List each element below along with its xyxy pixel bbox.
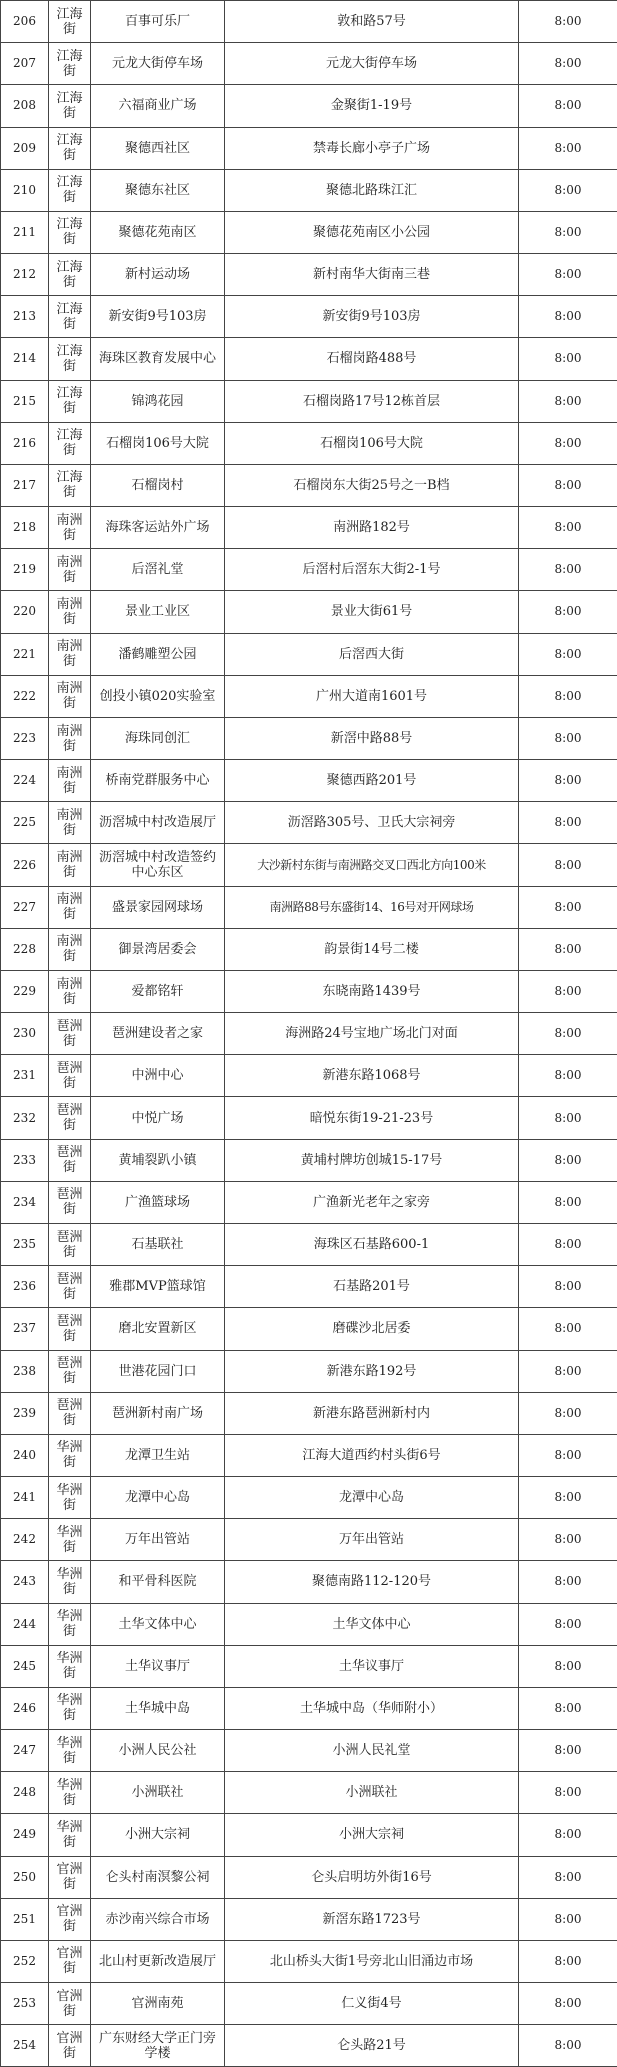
street-name: 江海街: [49, 169, 91, 211]
site-name: 御景湾居委会: [91, 928, 225, 970]
open-time: 8:00: [519, 1308, 617, 1350]
site-address: 石榴岗106号大院: [225, 422, 519, 464]
street-name: 官洲街: [49, 1940, 91, 1982]
site-name: 龙潭卫生站: [91, 1434, 225, 1476]
open-time: 8:00: [519, 1898, 617, 1940]
street-name: 官洲街: [49, 1898, 91, 1940]
site-address: 新滘东路1723号: [225, 1898, 519, 1940]
row-number: 223: [1, 717, 49, 759]
street-name: 琶洲街: [49, 1392, 91, 1434]
site-name: 锦鸿花园: [91, 380, 225, 422]
table-row: [1, 549, 617, 591]
site-address: 敦和路57号: [225, 1, 519, 43]
site-name: 海珠客运站外广场: [91, 507, 225, 549]
site-name: 小洲联社: [91, 1772, 225, 1814]
site-address: 龙潭中心岛: [225, 1477, 519, 1519]
site-name: 赤沙南兴综合市场: [91, 1898, 225, 1940]
site-address: 聚德北路珠江汇: [225, 169, 519, 211]
row-number: 244: [1, 1603, 49, 1645]
table-row: [1, 760, 617, 802]
open-time: 8:00: [519, 928, 617, 970]
table-row: [1, 507, 617, 549]
open-time: 8:00: [519, 1097, 617, 1139]
row-number: 207: [1, 43, 49, 85]
row-number: 217: [1, 464, 49, 506]
street-name: 华洲街: [49, 1434, 91, 1476]
site-name: 石榴岗村: [91, 464, 225, 506]
row-number: 249: [1, 1814, 49, 1856]
table-row: [1, 844, 617, 886]
open-time: 8:00: [519, 85, 617, 127]
site-address: 韵景街14号二楼: [225, 928, 519, 970]
site-address: 小洲人民礼堂: [225, 1730, 519, 1772]
row-number: 221: [1, 633, 49, 675]
table-row: [1, 675, 617, 717]
table-row: [1, 169, 617, 211]
street-name: 南洲街: [49, 844, 91, 886]
site-name: 官洲南苑: [91, 1983, 225, 2025]
site-name: 磨北安置新区: [91, 1308, 225, 1350]
street-name: 江海街: [49, 422, 91, 464]
row-number: 214: [1, 338, 49, 380]
site-address: 暗悦东街19-21-23号: [225, 1097, 519, 1139]
site-address: 大沙新村东街与南洲路交叉口西北方向100米: [225, 844, 519, 886]
site-name: 琶洲建设者之家: [91, 1013, 225, 1055]
row-number: 242: [1, 1519, 49, 1561]
open-time: 8:00: [519, 1392, 617, 1434]
row-number: 246: [1, 1687, 49, 1729]
street-name: 华洲街: [49, 1814, 91, 1856]
open-time: 8:00: [519, 1856, 617, 1898]
open-time: 8:00: [519, 338, 617, 380]
open-time: 8:00: [519, 1350, 617, 1392]
site-name: 雅郡MVP篮球馆: [91, 1266, 225, 1308]
site-address: 景业大街61号: [225, 591, 519, 633]
open-time: 8:00: [519, 1687, 617, 1729]
site-name: 爱都铭轩: [91, 970, 225, 1012]
site-name: 广东财经大学正门旁学楼: [91, 2025, 225, 2067]
row-number: 253: [1, 1983, 49, 2025]
open-time: 8:00: [519, 886, 617, 928]
site-address: 新港东路琶洲新村内: [225, 1392, 519, 1434]
open-time: 8:00: [519, 1013, 617, 1055]
row-number: 220: [1, 591, 49, 633]
site-name: 海珠同创汇: [91, 717, 225, 759]
row-number: 252: [1, 1940, 49, 1982]
site-address: 南洲路182号: [225, 507, 519, 549]
open-time: 8:00: [519, 254, 617, 296]
site-address: 后滘村后滘东大街2-1号: [225, 549, 519, 591]
table-row: [1, 1392, 617, 1434]
open-time: 8:00: [519, 296, 617, 338]
street-name: 华洲街: [49, 1477, 91, 1519]
table-row: [1, 211, 617, 253]
row-number: 248: [1, 1772, 49, 1814]
street-name: 南洲街: [49, 717, 91, 759]
site-address: 新港东路1068号: [225, 1055, 519, 1097]
site-name: 盛景家园网球场: [91, 886, 225, 928]
table-row: [1, 1, 617, 43]
table-row: [1, 422, 617, 464]
site-name: 百事可乐厂: [91, 1, 225, 43]
street-name: 华洲街: [49, 1519, 91, 1561]
row-number: 211: [1, 211, 49, 253]
site-name: 北山村更新改造展厅: [91, 1940, 225, 1982]
site-address: 新安街9号103房: [225, 296, 519, 338]
site-name: 世港花园门口: [91, 1350, 225, 1392]
street-name: 江海街: [49, 43, 91, 85]
open-time: 8:00: [519, 422, 617, 464]
site-name: 土华城中岛: [91, 1687, 225, 1729]
site-name: 龙潭中心岛: [91, 1477, 225, 1519]
site-name: 小洲人民公社: [91, 1730, 225, 1772]
site-name: 新村运动场: [91, 254, 225, 296]
site-name: 琶洲新村南广场: [91, 1392, 225, 1434]
site-name: 创投小镇020实验室: [91, 675, 225, 717]
site-address: 磨碟沙北居委: [225, 1308, 519, 1350]
site-address: 新滘中路88号: [225, 717, 519, 759]
row-number: 227: [1, 886, 49, 928]
site-name: 聚德西社区: [91, 127, 225, 169]
table-row: [1, 1730, 617, 1772]
site-address: 金聚街1-19号: [225, 85, 519, 127]
street-name: 琶洲街: [49, 1139, 91, 1181]
site-name: 中悦广场: [91, 1097, 225, 1139]
table-row: [1, 1561, 617, 1603]
table-row: [1, 717, 617, 759]
site-name: 广渔篮球场: [91, 1181, 225, 1223]
open-time: 8:00: [519, 1139, 617, 1181]
table-row: [1, 1687, 617, 1729]
row-number: 236: [1, 1266, 49, 1308]
street-name: 琶洲街: [49, 1013, 91, 1055]
row-number: 216: [1, 422, 49, 464]
table-row: [1, 464, 617, 506]
row-number: 243: [1, 1561, 49, 1603]
site-address: 土华文体中心: [225, 1603, 519, 1645]
row-number: 234: [1, 1181, 49, 1223]
street-name: 江海街: [49, 1, 91, 43]
table-row: [1, 380, 617, 422]
site-address: 元龙大街停车场: [225, 43, 519, 85]
row-number: 241: [1, 1477, 49, 1519]
site-address: 新港东路192号: [225, 1350, 519, 1392]
site-address: 禁毒长廊小亭子广场: [225, 127, 519, 169]
site-address: 东晓南路1439号: [225, 970, 519, 1012]
site-address: 石榴岗路17号12栋首层: [225, 380, 519, 422]
site-address: 广州大道南1601号: [225, 675, 519, 717]
site-name: 仑头村南溟黎公祠: [91, 1856, 225, 1898]
table-row: [1, 43, 617, 85]
row-number: 233: [1, 1139, 49, 1181]
open-time: 8:00: [519, 1181, 617, 1223]
street-name: 南洲街: [49, 886, 91, 928]
street-name: 南洲街: [49, 802, 91, 844]
table-row: [1, 338, 617, 380]
site-address: 新村南华大街南三巷: [225, 254, 519, 296]
row-number: 215: [1, 380, 49, 422]
street-name: 南洲街: [49, 970, 91, 1012]
row-number: 229: [1, 970, 49, 1012]
street-name: 官洲街: [49, 2025, 91, 2067]
table-row: [1, 296, 617, 338]
site-address: 石基路201号: [225, 1266, 519, 1308]
site-name: 土华文体中心: [91, 1603, 225, 1645]
site-name: 潘鹤雕塑公园: [91, 633, 225, 675]
row-number: 224: [1, 760, 49, 802]
row-number: 231: [1, 1055, 49, 1097]
row-number: 237: [1, 1308, 49, 1350]
site-name: 元龙大街停车场: [91, 43, 225, 85]
street-name: 南洲街: [49, 549, 91, 591]
table-body: [1, 1, 617, 2067]
table-row: [1, 1097, 617, 1139]
site-name: 中洲中心: [91, 1055, 225, 1097]
site-name: 景业工业区: [91, 591, 225, 633]
site-address: 黄埔村牌坊创城15-17号: [225, 1139, 519, 1181]
street-name: 江海街: [49, 85, 91, 127]
street-name: 华洲街: [49, 1687, 91, 1729]
site-address: 广渔新光老年之家旁: [225, 1181, 519, 1223]
row-number: 250: [1, 1856, 49, 1898]
street-name: 琶洲街: [49, 1266, 91, 1308]
row-number: 232: [1, 1097, 49, 1139]
open-time: 8:00: [519, 2025, 617, 2067]
row-number: 230: [1, 1013, 49, 1055]
open-time: 8:00: [519, 844, 617, 886]
street-name: 江海街: [49, 380, 91, 422]
table-row: [1, 1772, 617, 1814]
site-name: 海珠区教育发展中心: [91, 338, 225, 380]
open-time: 8:00: [519, 380, 617, 422]
row-number: 206: [1, 1, 49, 43]
table-row: [1, 1181, 617, 1223]
table-row: [1, 1519, 617, 1561]
table-row: [1, 85, 617, 127]
site-address: 江海大道西约村头街6号: [225, 1434, 519, 1476]
site-address: 聚德南路112-120号: [225, 1561, 519, 1603]
open-time: 8:00: [519, 169, 617, 211]
table-row: [1, 1814, 617, 1856]
open-time: 8:00: [519, 1266, 617, 1308]
table-row: [1, 928, 617, 970]
open-time: 8:00: [519, 633, 617, 675]
open-time: 8:00: [519, 1603, 617, 1645]
table-row: [1, 2025, 617, 2067]
row-number: 228: [1, 928, 49, 970]
table-row: [1, 1223, 617, 1265]
site-address: 仑头路21号: [225, 2025, 519, 2067]
site-address: 万年出管站: [225, 1519, 519, 1561]
street-name: 南洲街: [49, 760, 91, 802]
open-time: 8:00: [519, 1940, 617, 1982]
street-name: 华洲街: [49, 1645, 91, 1687]
table-row: [1, 1603, 617, 1645]
table-row: [1, 1477, 617, 1519]
site-name: 新安街9号103房: [91, 296, 225, 338]
street-name: 华洲街: [49, 1730, 91, 1772]
street-name: 官洲街: [49, 1856, 91, 1898]
table-row: [1, 1350, 617, 1392]
row-number: 245: [1, 1645, 49, 1687]
street-name: 江海街: [49, 464, 91, 506]
open-time: 8:00: [519, 1561, 617, 1603]
site-address: 海珠区石基路600-1: [225, 1223, 519, 1265]
table-row: [1, 1055, 617, 1097]
open-time: 8:00: [519, 1772, 617, 1814]
row-number: 251: [1, 1898, 49, 1940]
street-name: 华洲街: [49, 1561, 91, 1603]
site-name: 石基联社: [91, 1223, 225, 1265]
table-row: [1, 1434, 617, 1476]
open-time: 8:00: [519, 802, 617, 844]
row-number: 218: [1, 507, 49, 549]
table-row: [1, 886, 617, 928]
street-name: 南洲街: [49, 633, 91, 675]
row-number: 247: [1, 1730, 49, 1772]
site-address: 石榴岗路488号: [225, 338, 519, 380]
site-name: 聚德花苑南区: [91, 211, 225, 253]
site-address: 沥滘路305号、卫氏大宗祠旁: [225, 802, 519, 844]
street-name: 江海街: [49, 127, 91, 169]
site-address: 南洲路88号东盛街14、16号对开网球场: [225, 886, 519, 928]
table-row: [1, 1013, 617, 1055]
table-row: [1, 1856, 617, 1898]
open-time: 8:00: [519, 549, 617, 591]
street-name: 南洲街: [49, 591, 91, 633]
row-number: 213: [1, 296, 49, 338]
table-row: [1, 1983, 617, 2025]
row-number: 225: [1, 802, 49, 844]
site-name: 后滘礼堂: [91, 549, 225, 591]
site-name: 沥滘城中村改造签约中心东区: [91, 844, 225, 886]
row-number: 219: [1, 549, 49, 591]
table-row: [1, 1266, 617, 1308]
table-row: [1, 254, 617, 296]
street-name: 华洲街: [49, 1603, 91, 1645]
site-name: 桥南党群服务中心: [91, 760, 225, 802]
open-time: 8:00: [519, 1730, 617, 1772]
street-name: 琶洲街: [49, 1181, 91, 1223]
street-name: 华洲街: [49, 1772, 91, 1814]
open-time: 8:00: [519, 591, 617, 633]
site-address: 后滘西大街: [225, 633, 519, 675]
open-time: 8:00: [519, 1223, 617, 1265]
table-row: [1, 633, 617, 675]
open-time: 8:00: [519, 464, 617, 506]
site-name: 黄埔裂趴小镇: [91, 1139, 225, 1181]
row-number: 254: [1, 2025, 49, 2067]
open-time: 8:00: [519, 1645, 617, 1687]
street-name: 官洲街: [49, 1983, 91, 2025]
open-time: 8:00: [519, 717, 617, 759]
row-number: 239: [1, 1392, 49, 1434]
row-number: 209: [1, 127, 49, 169]
row-number: 210: [1, 169, 49, 211]
street-name: 琶洲街: [49, 1223, 91, 1265]
site-address: 小洲大宗祠: [225, 1814, 519, 1856]
site-address: 小洲联社: [225, 1772, 519, 1814]
open-time: 8:00: [519, 675, 617, 717]
open-time: 8:00: [519, 1983, 617, 2025]
street-name: 江海街: [49, 211, 91, 253]
row-number: 226: [1, 844, 49, 886]
open-time: 8:00: [519, 1814, 617, 1856]
site-name: 石榴岗106号大院: [91, 422, 225, 464]
row-number: 240: [1, 1434, 49, 1476]
site-address: 北山桥头大街1号旁北山旧涌边市场: [225, 1940, 519, 1982]
table-row: [1, 1645, 617, 1687]
site-address: 石榴岗东大街25号之一B档: [225, 464, 519, 506]
site-address: 聚德花苑南区小公园: [225, 211, 519, 253]
table-row: [1, 1940, 617, 1982]
open-time: 8:00: [519, 1519, 617, 1561]
open-time: 8:00: [519, 1434, 617, 1476]
site-name: 沥滘城中村改造展厅: [91, 802, 225, 844]
open-time: 8:00: [519, 507, 617, 549]
table-row: [1, 591, 617, 633]
site-address: 海洲路24号宝地广场北门对面: [225, 1013, 519, 1055]
site-address: 仑头启明坊外街16号: [225, 1856, 519, 1898]
table-row: [1, 127, 617, 169]
street-name: 南洲街: [49, 675, 91, 717]
table-row: [1, 970, 617, 1012]
street-name: 琶洲街: [49, 1308, 91, 1350]
row-number: 212: [1, 254, 49, 296]
table-row: [1, 802, 617, 844]
open-time: 8:00: [519, 1477, 617, 1519]
site-name: 土华议事厅: [91, 1645, 225, 1687]
site-name: 聚德东社区: [91, 169, 225, 211]
street-name: 琶洲街: [49, 1055, 91, 1097]
table-row: [1, 1308, 617, 1350]
open-time: 8:00: [519, 1055, 617, 1097]
table-row: [1, 1139, 617, 1181]
row-number: 235: [1, 1223, 49, 1265]
open-time: 8:00: [519, 43, 617, 85]
site-name: 六福商业广场: [91, 85, 225, 127]
street-name: 江海街: [49, 338, 91, 380]
site-name: 小洲大宗祠: [91, 1814, 225, 1856]
street-name: 南洲街: [49, 928, 91, 970]
site-address: 土华城中岛（华师附小）: [225, 1687, 519, 1729]
open-time: 8:00: [519, 1, 617, 43]
street-name: 琶洲街: [49, 1350, 91, 1392]
table-row: [1, 1898, 617, 1940]
open-time: 8:00: [519, 127, 617, 169]
street-name: 江海街: [49, 296, 91, 338]
site-address: 土华议事厅: [225, 1645, 519, 1687]
open-time: 8:00: [519, 760, 617, 802]
site-address: 聚德西路201号: [225, 760, 519, 802]
street-name: 江海街: [49, 254, 91, 296]
row-number: 238: [1, 1350, 49, 1392]
site-name: 万年出管站: [91, 1519, 225, 1561]
row-number: 222: [1, 675, 49, 717]
street-name: 南洲街: [49, 507, 91, 549]
open-time: 8:00: [519, 970, 617, 1012]
site-name: 和平骨科医院: [91, 1561, 225, 1603]
row-number: 208: [1, 85, 49, 127]
site-address: 仁义街4号: [225, 1983, 519, 2025]
street-name: 琶洲街: [49, 1097, 91, 1139]
open-time: 8:00: [519, 211, 617, 253]
